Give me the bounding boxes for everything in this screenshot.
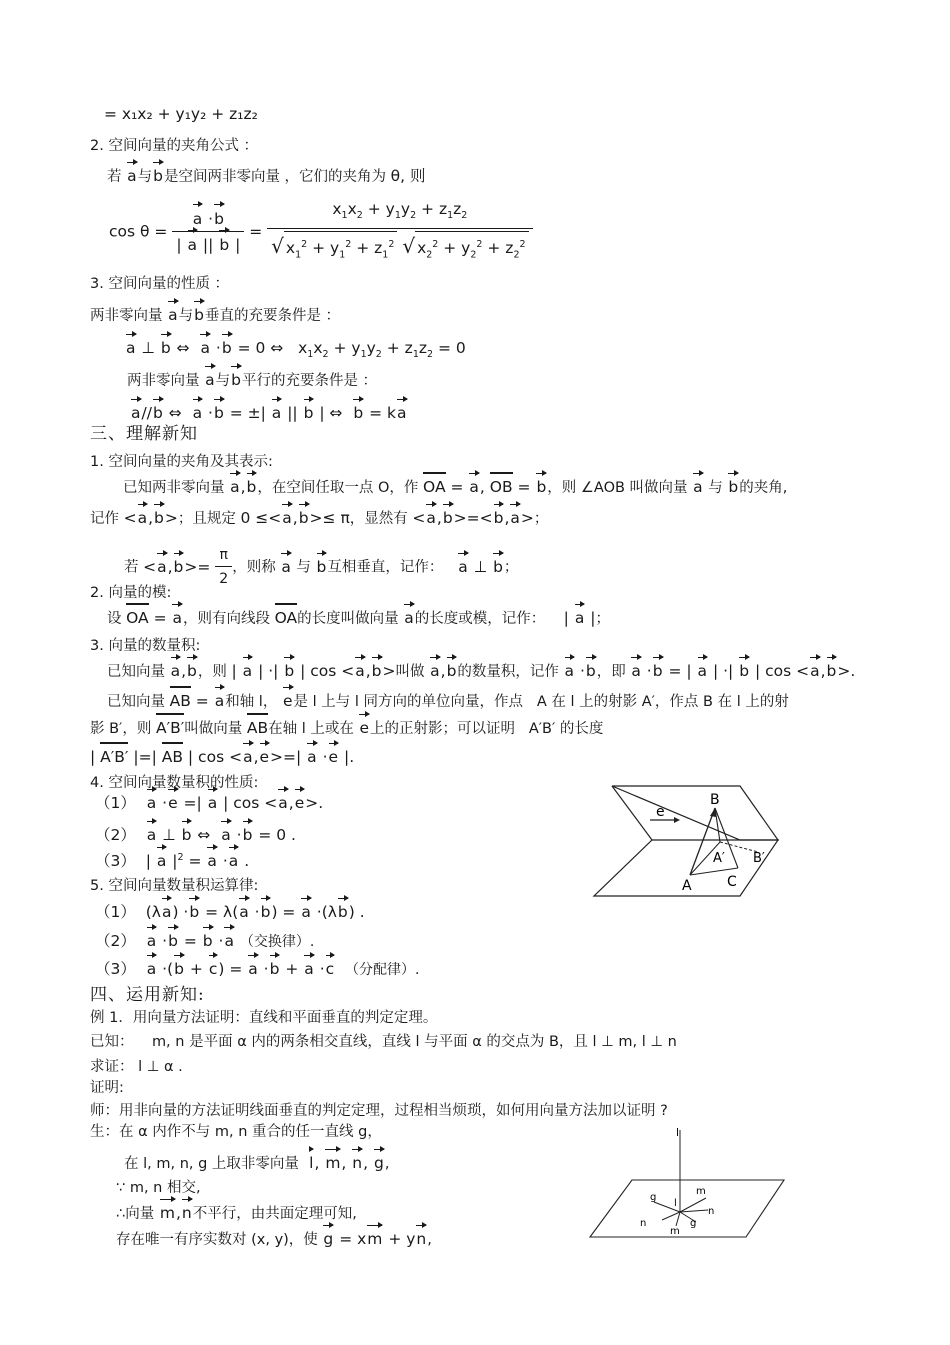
projection-figure bbox=[590, 780, 790, 900]
projection-continued: 影 B′，则 A′B′叫做向量 AB在轴 l 上或在 e上的正射影；可以证明 A′B′ 的长度 bbox=[90, 719, 604, 737]
label-A: A bbox=[682, 878, 692, 894]
modulus-definition: 设 OA = a，则有向线段 OA的长度叫做向量 a的长度或模，记作： | a |； bbox=[107, 609, 610, 627]
label-A-prime: A′ bbox=[713, 851, 725, 866]
dot-product-coords: = x₁x₂ + y₁y₂ + z₁z₂ bbox=[104, 105, 258, 123]
label-e: e bbox=[656, 804, 665, 820]
label-g-left: g bbox=[650, 1192, 657, 1203]
heading-4: 四、运用新知: bbox=[90, 985, 205, 1005]
point-1-title: 1. 空间向量的夹角及其表示: bbox=[90, 454, 273, 470]
dot-product-definition: 已知向量 a,b，则 | a | ·| b | cos <a,b>叫做 a,b的数量积，记作 a ·b，即 a ·b = | a | ·| b | cos <a,b>. bbox=[107, 662, 856, 680]
law-1: （1） (λa) ·b = λ(a ·b) = a ·(λb) . bbox=[95, 903, 365, 921]
parallel-condition-intro: 两非零向量 a与b平行的充要条件是 ： bbox=[127, 371, 378, 389]
perp-condition-intro: 两非零向量 a与b垂直的充要条件是 ： bbox=[90, 306, 341, 324]
student-step-1: 在 l, m, n, g 上取非零向量 l, m, n, g, bbox=[124, 1154, 390, 1172]
example-1: 例 1．用向量方法证明：直线和平面垂直的判定定理。 bbox=[90, 1010, 438, 1026]
perpendicular-figure bbox=[588, 1122, 788, 1242]
label-B-prime: B′ bbox=[753, 851, 765, 866]
student-line: 生：在 α 内作不与 m, n 重合的任一直线 g， bbox=[90, 1124, 382, 1140]
point-2-title: 2. 向量的模: bbox=[90, 585, 172, 601]
property-3: （3） | a $|^2 = a \cdot a$ . bbox=[95, 852, 250, 871]
perp-condition: a ⊥ b ⇔ a ·b = 0 ⇔ $x_1x_2 + y_1y_2 + z_1z_2 = 0$ bbox=[126, 339, 466, 361]
point-5-title: 5. 空间向量数量积运算律: bbox=[90, 878, 259, 894]
property-2: （2） a ⊥ b ⇔ a ·b = 0 . bbox=[95, 826, 296, 844]
perpendicular-definition: 若 <a,b>= $\frac{\pi}{2}$ ，则称 a 与 b互相垂直，记作： a ⊥ b； bbox=[124, 547, 519, 587]
label-m-top: m bbox=[696, 1186, 706, 1197]
upper-plane bbox=[612, 786, 778, 840]
heading-3: 三、理解新知 bbox=[90, 424, 198, 444]
angle-intro: 若 a与b是空间两非零向量 ，它们的夹角为 θ, 则 bbox=[107, 167, 426, 185]
projection-definition: 已知向量 AB = a和轴 l， e是 l 上与 l 同方向的单位向量，作点 A 在 l 上的射影 A′，作点 B 在 l 上的射 bbox=[107, 692, 789, 710]
property-1: （1） a ·e =| a | cos <a,e>. bbox=[95, 794, 324, 812]
teacher-line: 师：用非向量的方法证明线面垂直的判定定理，过程相当烦琐，如何用向量方法加以证明 ? bbox=[90, 1103, 668, 1119]
angle-notation: 记作 <a,b>；且规定 0 ≤<a,b>≤ π，显然有 <a,b>=<b,a>； bbox=[90, 509, 549, 527]
student-step-3: ∴向量 m,n不平行，由共面定理可知, bbox=[116, 1204, 357, 1222]
label-n-right: n bbox=[708, 1206, 715, 1217]
label-l-mid: l bbox=[674, 1198, 677, 1209]
label-C: C bbox=[727, 874, 737, 890]
label-l-top: l bbox=[676, 1126, 680, 1139]
parallel-condition: a//b ⇔ a ·b = ±| a || b | ⇔ b = ka bbox=[131, 404, 407, 422]
section-2-title: 2. 空间向量的夹角公式 ： bbox=[90, 138, 259, 154]
cos-formula: cos θ = $\frac{a \cdot b}{| a || b |}$ = $\frac{x_1x_2 + y_1y_2 + z_1z_2}{√ x_1^2 + y_1^2 + z_1^2 √ x_2^2 + y_2^2 + z_2^2}$ bbox=[109, 198, 533, 266]
angle-definition: 已知两非零向量 a,b，在空间任取一点 O，作 OA = a, OB = b，则 ∠AOB 叫做向量 a 与 b的夹角, bbox=[123, 478, 788, 496]
point-3-title: 3. 向量的数量积: bbox=[90, 638, 201, 654]
point-4-title: 4. 空间向量数量积的性质: bbox=[90, 775, 259, 791]
law-2: （2） a ·b = b ·a （交换律）. bbox=[95, 932, 315, 950]
given: 已知： m, n 是平面 α 内的两条相交直线，直线 l 与平面 α 的交点为 B，且 l ⊥ m, l ⊥ n bbox=[90, 1034, 677, 1050]
law-3: （3） a ·(b + c) = a ·b + a ·c （分配律）. bbox=[95, 960, 420, 978]
student-step-2: ∵ m, n 相交, bbox=[116, 1180, 201, 1196]
student-step-4: 存在唯一有序实数对 (x, y)，使 g = xm + yn, bbox=[116, 1230, 432, 1248]
label-m-bottom: m bbox=[670, 1226, 680, 1237]
label-g-bottom: g bbox=[690, 1218, 697, 1229]
proof-label: 证明: bbox=[90, 1080, 124, 1096]
section-3-title: 3. 空间向量的性质 ： bbox=[90, 276, 230, 292]
label-n-left: n bbox=[640, 1218, 647, 1229]
to-prove: 求证： l ⊥ α . bbox=[90, 1059, 183, 1075]
projection-length: | A′B′ |=| AB | cos <a,e>=| a ·e |. bbox=[90, 748, 355, 766]
label-B: B bbox=[710, 792, 720, 808]
